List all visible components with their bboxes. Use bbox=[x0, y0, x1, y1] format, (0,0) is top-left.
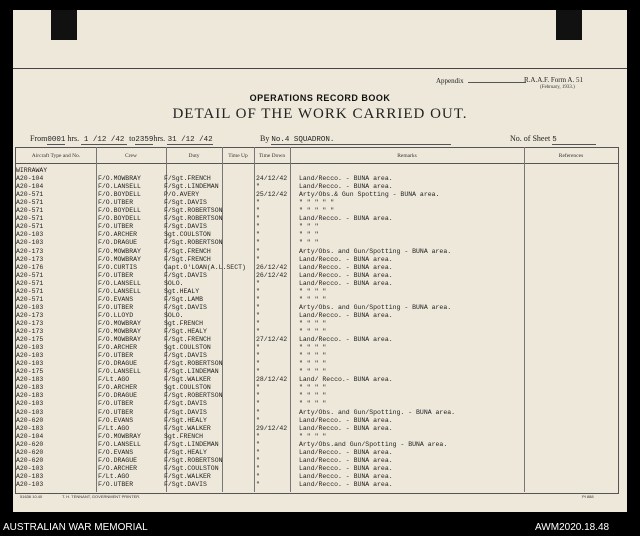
cell-crew: F/O.BOYDELL bbox=[98, 215, 141, 223]
cell-remarks: " " " bbox=[299, 239, 319, 247]
from-time: 0001 bbox=[47, 136, 66, 144]
cell-remarks: Land/Recco. - BUNA area. bbox=[299, 255, 393, 263]
cell-aircraft: A20-104 bbox=[16, 175, 44, 183]
cell-aircraft: A20-183 bbox=[16, 392, 44, 400]
cell-date: " bbox=[256, 368, 260, 376]
cell-aircraft: A20-571 bbox=[16, 199, 44, 207]
cell-crew: F/O.LLOYD bbox=[98, 311, 134, 319]
cell-date: " bbox=[256, 255, 260, 263]
cell-aircraft: A20-176 bbox=[16, 263, 44, 271]
cell-duty: F/Sgt.DAVIS bbox=[164, 271, 207, 279]
cell-aircraft: A20-571 bbox=[16, 191, 44, 199]
cell-duty: F/Sgt.ROBERTSON bbox=[164, 239, 223, 247]
cell-remarks: " " " " bbox=[299, 400, 327, 408]
cell-crew: F/O.LANSELL bbox=[98, 279, 141, 287]
cell-date: 26/12/42 bbox=[256, 271, 288, 279]
cell-aircraft: A20-103 bbox=[16, 400, 44, 408]
cell-date: " bbox=[256, 344, 260, 352]
cell-date: " bbox=[256, 319, 260, 327]
cell-date: " bbox=[256, 352, 260, 360]
cell-date: 25/12/42 bbox=[256, 191, 288, 199]
cell-crew: F/O.LANSELL bbox=[98, 183, 141, 191]
cell-aircraft: A20-104 bbox=[16, 432, 44, 440]
cell-crew: F/O.DRAGUE bbox=[98, 392, 138, 400]
cell-duty: Sgt.COULSTON bbox=[164, 384, 211, 392]
cell-date: " bbox=[256, 408, 260, 416]
cell-remarks: " " " " bbox=[299, 352, 327, 360]
cell-crew: F/O.DRAGUE bbox=[98, 456, 138, 464]
col-crew: Crew bbox=[125, 153, 137, 159]
cell-date: " bbox=[256, 303, 260, 311]
cell-crew: F/O.UTBER bbox=[98, 223, 134, 231]
cell-remarks: " " " " bbox=[299, 360, 327, 368]
cell-crew: F/O.LANSELL bbox=[98, 368, 141, 376]
cell-duty: F/Sgt.HEALY bbox=[164, 328, 207, 335]
cell-crew: F/O.ARCHER bbox=[98, 384, 138, 392]
cell-duty: F/Sgt.WALKER bbox=[164, 424, 211, 432]
cell-date: " bbox=[256, 448, 260, 456]
cell-date: " bbox=[256, 199, 260, 207]
cell-duty: F/Sgt.DAVIS bbox=[164, 352, 207, 360]
cell-crew: F/O.ARCHER bbox=[98, 464, 138, 472]
cell-date: 26/12/42 bbox=[256, 263, 288, 271]
cell-duty: F/Sgt.DAVIS bbox=[164, 400, 207, 408]
archive-reference: AWM2020.18.48 bbox=[535, 522, 610, 533]
cell-crew: F/O.LANSELL bbox=[98, 440, 141, 448]
cell-aircraft: A20-571 bbox=[16, 287, 44, 295]
binder-tab-left bbox=[51, 10, 77, 40]
cell-crew: F/O.ARCHER bbox=[98, 344, 138, 352]
cell-duty: F/Sgt.HEALY bbox=[164, 448, 207, 456]
cell-duty: F/Sgt.ROBERTSON bbox=[164, 207, 223, 215]
cell-date: " bbox=[256, 215, 260, 223]
cell-aircraft: A20-173 bbox=[16, 247, 44, 255]
col-remarks: Remarks bbox=[397, 153, 417, 159]
cell-crew: F/Lt.AGO bbox=[98, 424, 130, 432]
cell-remarks: " " " " " bbox=[299, 207, 335, 215]
cell-aircraft: A20-183 bbox=[16, 376, 44, 384]
cell-remarks: " " " " bbox=[299, 319, 327, 327]
cell-remarks: Arty/Obs. and Gun/Spotting - BUNA area. bbox=[299, 303, 452, 311]
cell-remarks: " " " bbox=[299, 223, 319, 231]
form-number: Pt 888 bbox=[582, 494, 594, 499]
cell-date: " bbox=[256, 480, 260, 488]
unit-line: By No.4 SQUADRON. bbox=[260, 134, 451, 145]
page-title: OPERATIONS RECORD BOOK bbox=[249, 93, 391, 103]
cell-remarks: Land/ Recco.- BUNA area. bbox=[299, 376, 393, 384]
cell-duty: Sgt.FRENCH bbox=[164, 319, 204, 327]
cell-duty: F/Sgt.LINDEMAN bbox=[164, 440, 219, 448]
page-subtitle: DETAIL OF THE WORK CARRIED OUT. bbox=[172, 106, 468, 122]
cell-duty: Sgt.COULSTON bbox=[164, 231, 211, 239]
cell-duty: F/Sgt.DAVIS bbox=[164, 223, 207, 231]
cell-duty: F/Sgt.ROBERTSON bbox=[164, 456, 223, 464]
cell-remarks: " " " " bbox=[299, 368, 327, 376]
from-date: 1 /12 /42 bbox=[81, 136, 127, 145]
cell-duty: F/Sgt.COULSTON bbox=[164, 464, 219, 472]
cell-duty: F/Sgt.WALKER bbox=[164, 376, 211, 384]
cell-aircraft: A20-620 bbox=[16, 440, 44, 448]
cell-duty: F/Sgt.WALKER bbox=[164, 472, 211, 480]
cell-crew: F/O.UTBER bbox=[98, 303, 134, 311]
cell-crew: F/Lt.AGO bbox=[98, 376, 130, 384]
cell-crew: F/O.EVANS bbox=[98, 416, 134, 424]
cell-remarks: Land/Recco. - BUNA area. bbox=[299, 424, 393, 432]
cell-crew: F/O.DRAGUE bbox=[98, 239, 138, 247]
appendix-label: Appendix bbox=[436, 76, 526, 85]
cell-duty: Sgt.FRENCH bbox=[164, 432, 204, 440]
cell-date: " bbox=[256, 239, 260, 247]
cell-aircraft: A20-183 bbox=[16, 384, 44, 392]
cell-date: " bbox=[256, 392, 260, 400]
unit-name: No.4 SQUADRON. bbox=[271, 136, 451, 145]
cell-remarks: Land/Recco. - BUNA area. bbox=[299, 416, 393, 424]
cell-date: " bbox=[256, 183, 260, 191]
cell-date: " bbox=[256, 472, 260, 480]
cell-duty: F/Sgt.HEALY bbox=[164, 416, 207, 424]
cell-crew: F/O.UTBER bbox=[98, 400, 134, 408]
cell-crew: F/O.BOYDELL bbox=[98, 191, 141, 199]
cell-aircraft: A20-571 bbox=[16, 271, 44, 279]
to-time: 2359 bbox=[135, 136, 154, 144]
cell-aircraft: A20-183 bbox=[16, 424, 44, 432]
cell-crew: F/O.LANSELL bbox=[98, 287, 141, 295]
cell-crew: F/O.MOWBRAY bbox=[98, 336, 141, 344]
cell-duty: F/Sgt.DAVIS bbox=[164, 303, 207, 311]
cell-aircraft: A20-183 bbox=[16, 472, 44, 480]
cell-remarks: Land/Recco. - BUNA area. bbox=[299, 215, 393, 223]
sheet-number: No. of Sheet 5 bbox=[510, 134, 596, 145]
cell-duty: F/Sgt.LAMB bbox=[164, 295, 204, 303]
cell-aircraft: A20-103 bbox=[16, 344, 44, 352]
cell-aircraft: A20-103 bbox=[16, 360, 44, 368]
cell-duty: Sgt.HEALY bbox=[164, 287, 200, 295]
cell-duty: Sgt.COULSTON bbox=[164, 344, 211, 352]
binder-tab-right bbox=[556, 10, 582, 40]
cell-aircraft: A20-571 bbox=[16, 207, 44, 215]
cell-date: " bbox=[256, 231, 260, 239]
cell-remarks: Land/Recco. - BUNA area. bbox=[299, 175, 393, 183]
cell-crew: F/O.BOYDELL bbox=[98, 207, 141, 215]
cell-crew: F/O.MOWBRAY bbox=[98, 319, 141, 327]
header-rule bbox=[15, 163, 619, 164]
cell-crew: F/O.EVANS bbox=[98, 448, 134, 456]
cell-date: " bbox=[256, 287, 260, 295]
col-time-down: Time Down bbox=[258, 153, 286, 159]
cell-duty: F/Sgt.FRENCH bbox=[164, 336, 211, 344]
form-label: R.A.A.F. Form A. 51 bbox=[524, 76, 583, 84]
cell-aircraft: A20-103 bbox=[16, 480, 44, 488]
cell-remarks: " " " " " bbox=[299, 199, 335, 207]
cell-duty: Capt.O'LOAN(A.L.SECT) bbox=[164, 263, 246, 271]
cell-date: " bbox=[256, 432, 260, 440]
cell-aircraft: A20-103 bbox=[16, 231, 44, 239]
cell-remarks: Land/Recco. - BUNA area. bbox=[299, 472, 393, 480]
col-duty: Duty bbox=[188, 153, 200, 159]
cell-date: " bbox=[256, 311, 260, 319]
cell-date: " bbox=[256, 400, 260, 408]
cell-crew: F/O.UTBER bbox=[98, 199, 134, 207]
cell-crew: F/O.UTBER bbox=[98, 480, 134, 488]
cell-aircraft: A20-173 bbox=[16, 319, 44, 327]
cell-remarks: Arty/Obs.and Gun/Spotting - BUNA area. bbox=[299, 440, 448, 448]
cell-crew: F/O.UTBER bbox=[98, 271, 134, 279]
cell-remarks: " " " " bbox=[299, 432, 327, 440]
cell-remarks: Land/Recco. - BUNA area. bbox=[299, 311, 393, 319]
cell-crew: F/O.MOWBRAY bbox=[98, 247, 141, 255]
cell-duty: F/Sgt.DAVIS bbox=[164, 480, 207, 488]
cell-remarks: Land/Recco. - BUNA area. bbox=[299, 263, 393, 271]
cell-aircraft: A20-571 bbox=[16, 279, 44, 287]
cell-crew: F/O.MOWBRAY bbox=[98, 255, 141, 263]
cell-remarks: " " " " bbox=[299, 287, 327, 295]
cell-crew: F/Lt.AGO bbox=[98, 472, 130, 480]
cell-crew: F/O.MOWBRAY bbox=[98, 432, 141, 440]
cell-date: 27/12/42 bbox=[256, 336, 288, 344]
archive-caption: AUSTRALIAN WAR MEMORIAL bbox=[3, 522, 148, 533]
cell-date: " bbox=[256, 384, 260, 392]
print-code: 51636 10.40 bbox=[20, 494, 43, 499]
cell-aircraft: A20-104 bbox=[16, 183, 44, 191]
cell-duty: F/Sgt.FRENCH bbox=[164, 247, 211, 255]
col-aircraft: Aircraft Type and No. bbox=[31, 153, 81, 159]
cell-duty: SOLO. bbox=[164, 279, 184, 287]
cell-remarks: Land/Recco. - BUNA area. bbox=[299, 336, 393, 344]
cell-remarks: Land/Recco. - BUNA area. bbox=[299, 183, 393, 191]
cell-duty: F/Sgt.LINDEMAN bbox=[164, 368, 219, 376]
cell-date: 28/12/42 bbox=[256, 376, 288, 384]
cell-crew: F/O.EVANS bbox=[98, 295, 134, 303]
cell-date: " bbox=[256, 279, 260, 287]
cell-remarks: " " " " bbox=[299, 295, 327, 303]
cell-crew: F/O.UTBER bbox=[98, 352, 134, 360]
cell-crew: F/O.UTBER bbox=[98, 408, 134, 416]
cell-remarks: Arty/Obs. and Gun/Spotting. - BUNA area. bbox=[299, 408, 456, 416]
cell-remarks: " " " " bbox=[299, 328, 327, 335]
cell-aircraft: A20-620 bbox=[16, 456, 44, 464]
cell-remarks: Arty/Obs. and Gun/Spotting - BUNA area. bbox=[299, 247, 452, 255]
cell-crew: F/O.MOWBRAY bbox=[98, 175, 141, 183]
cell-remarks: " " " " bbox=[299, 344, 327, 352]
cell-date: " bbox=[256, 416, 260, 424]
cell-date: 24/12/42 bbox=[256, 175, 288, 183]
col-references: References bbox=[558, 153, 584, 159]
col-time-up: Time Up bbox=[228, 153, 248, 159]
cell-remarks: Land/Recco. - BUNA area. bbox=[299, 279, 393, 287]
cell-crew: F/O.ARCHER bbox=[98, 231, 138, 239]
cell-aircraft: A20-620 bbox=[16, 448, 44, 456]
cell-aircraft: A20-571 bbox=[16, 223, 44, 231]
cell-date: " bbox=[256, 247, 260, 255]
cell-duty: F/Sgt.DAVIS bbox=[164, 199, 207, 207]
cell-aircraft: A20-173 bbox=[16, 311, 44, 319]
cell-date: 29/12/42 bbox=[256, 424, 288, 432]
cell-remarks: " " " " bbox=[299, 392, 327, 400]
cell-aircraft: A20-571 bbox=[16, 215, 44, 223]
cell-duty: F/Sgt.ROBERTSON bbox=[164, 392, 223, 400]
cell-crew: F/O.DRAGUE bbox=[98, 360, 138, 368]
cell-aircraft: A20-103 bbox=[16, 464, 44, 472]
cell-aircraft: A20-571 bbox=[16, 295, 44, 303]
form-date: (February, 1933.) bbox=[540, 85, 575, 90]
cell-remarks: Land/Recco. - BUNA area. bbox=[299, 271, 393, 279]
cell-aircraft: WIRRAWAY bbox=[16, 167, 48, 174]
cell-date: " bbox=[256, 207, 260, 215]
period-line: From0001 hrs. 1 /12 /42 to2359hrs. 31 /12 /42 bbox=[30, 134, 213, 144]
cell-duty: P/O.AVERY bbox=[164, 191, 200, 199]
to-date: 31 /12 /42 bbox=[167, 136, 213, 144]
cell-remarks: Land/Recco. - BUNA area. bbox=[299, 480, 393, 488]
cell-aircraft: A20-103 bbox=[16, 239, 44, 247]
cell-crew: F/O.CURTIS bbox=[98, 263, 138, 271]
cell-crew: F/O.MOWBRAY bbox=[98, 328, 141, 335]
cell-aircraft: A20-103 bbox=[16, 303, 44, 311]
cell-date: " bbox=[256, 223, 260, 231]
cell-aircraft: A20-175 bbox=[16, 368, 44, 376]
printer-imprint: T. H. TENNANT, GOVERNMENT PRINTER. bbox=[62, 494, 141, 499]
cell-remarks: " " " " bbox=[299, 384, 327, 392]
top-rule bbox=[13, 68, 627, 69]
cell-aircraft: A20-103 bbox=[16, 408, 44, 416]
cell-aircraft: A20-175 bbox=[16, 336, 44, 344]
cell-duty: SOLO. bbox=[164, 311, 184, 319]
cell-duty: F/Sgt.ROBERTSON bbox=[164, 360, 223, 368]
cell-date: " bbox=[256, 328, 260, 335]
cell-aircraft: A20-103 bbox=[16, 352, 44, 360]
cell-duty: F/Sgt.DAVIS bbox=[164, 408, 207, 416]
cell-remarks: Land/Recco. - BUNA area. bbox=[299, 464, 393, 472]
cell-duty: F/Sgt.LINDEMAN bbox=[164, 183, 219, 191]
cell-date: " bbox=[256, 295, 260, 303]
cell-remarks: Land/Recco. - BUNA area. bbox=[299, 448, 393, 456]
cell-aircraft: A20-620 bbox=[16, 416, 44, 424]
cell-duty: F/Sgt.ROBERTSON bbox=[164, 215, 223, 223]
cell-aircraft: A20-173 bbox=[16, 255, 44, 263]
cell-remarks: " " " bbox=[299, 231, 319, 239]
cell-date: " bbox=[256, 456, 260, 464]
cell-date: " bbox=[256, 464, 260, 472]
cell-aircraft: A20-173 bbox=[16, 328, 44, 335]
cell-date: " bbox=[256, 440, 260, 448]
cell-duty: F/Sgt.FRENCH bbox=[164, 175, 211, 183]
cell-remarks: Land/Recco. - BUNA area. bbox=[299, 456, 393, 464]
cell-remarks: Arty/Obs.& Gun Spotting - BUNA area. bbox=[299, 191, 440, 199]
cell-date: " bbox=[256, 360, 260, 368]
cell-duty: F/Sgt.FRENCH bbox=[164, 255, 211, 263]
